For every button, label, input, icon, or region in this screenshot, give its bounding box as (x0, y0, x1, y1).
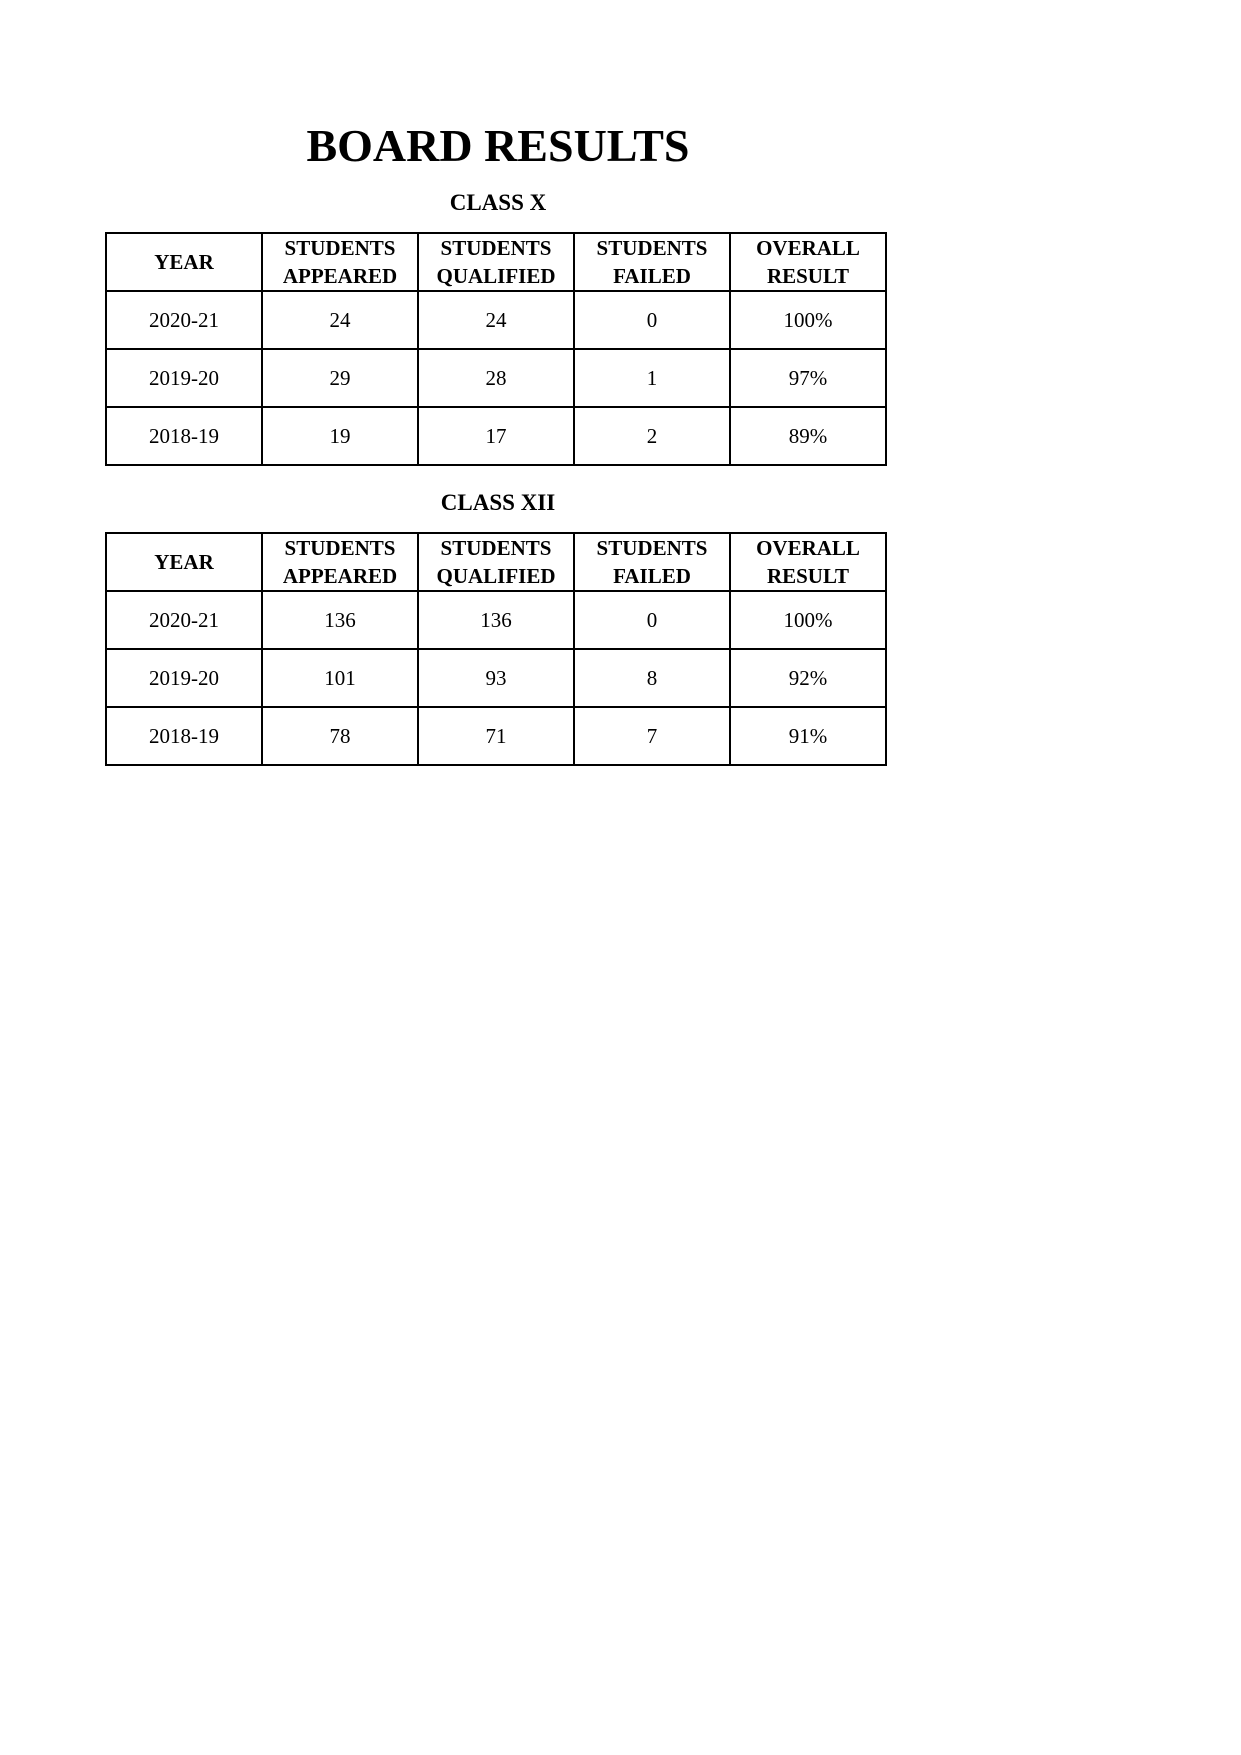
table-row (106, 407, 886, 465)
result-cell: 92% (730, 649, 886, 707)
failed-cell: 7 (574, 707, 730, 765)
qualified-cell: 17 (418, 407, 574, 465)
failed-cell: 2 (574, 407, 730, 465)
header-students-failed (574, 233, 730, 291)
result-cell: 100% (730, 591, 886, 649)
header-text: STUDENTS (440, 536, 552, 560)
header-text: OVERALL (756, 536, 860, 560)
qualified-cell: 28 (418, 349, 574, 407)
result-cell: 91% (730, 707, 886, 765)
failed-cell: 0 (574, 591, 730, 649)
class-xii-title: CLASS XII (440, 490, 556, 515)
header-students-appeared (262, 533, 418, 591)
class-x-title: CLASS X (449, 190, 547, 215)
header-text: FAILED (613, 564, 691, 588)
qualified-cell: 136 (418, 591, 574, 649)
appeared-cell: 29 (262, 349, 418, 407)
header-text: FAILED (613, 264, 691, 288)
header-text: OVERALL (756, 236, 860, 260)
header-students-failed (574, 533, 730, 591)
table-row (106, 591, 886, 649)
year-cell: 2019-20 (106, 649, 262, 707)
table-header-row (106, 533, 886, 591)
class-xii-table (105, 532, 887, 766)
appeared-cell: 24 (262, 291, 418, 349)
table-header-row (106, 233, 886, 291)
header-year: YEAR (106, 533, 262, 591)
header-students-appeared (262, 233, 418, 291)
failed-cell: 1 (574, 349, 730, 407)
result-cell: 97% (730, 349, 886, 407)
table-row (106, 349, 886, 407)
header-text: STUDENTS (284, 236, 396, 260)
header-students-qualified (418, 233, 574, 291)
failed-cell: 8 (574, 649, 730, 707)
page-title: BOARD RESULTS (306, 120, 690, 171)
header-overall-result (730, 533, 886, 591)
header-text: APPEARED (282, 264, 398, 288)
table-row (106, 707, 886, 765)
appeared-cell: 136 (262, 591, 418, 649)
year-cell: 2020-21 (106, 291, 262, 349)
header-year: YEAR (106, 233, 262, 291)
year-cell: 2018-19 (106, 407, 262, 465)
year-cell: 2019-20 (106, 349, 262, 407)
header-text: STUDENTS (284, 536, 396, 560)
header-text: STUDENTS (596, 536, 708, 560)
header-text: RESULT (766, 264, 850, 288)
qualified-cell: 24 (418, 291, 574, 349)
header-text: STUDENTS (440, 236, 552, 260)
year-cell: 2018-19 (106, 707, 262, 765)
header-text: APPEARED (282, 564, 398, 588)
failed-cell: 0 (574, 291, 730, 349)
appeared-cell: 19 (262, 407, 418, 465)
header-text: QUALIFIED (436, 264, 556, 288)
class-x-table (105, 232, 887, 466)
header-text: RESULT (766, 564, 850, 588)
header-text: QUALIFIED (436, 564, 556, 588)
header-students-qualified (418, 533, 574, 591)
table-row (106, 291, 886, 349)
appeared-cell: 78 (262, 707, 418, 765)
qualified-cell: 93 (418, 649, 574, 707)
header-overall-result (730, 233, 886, 291)
result-cell: 89% (730, 407, 886, 465)
year-cell: 2020-21 (106, 591, 262, 649)
appeared-cell: 101 (262, 649, 418, 707)
result-cell: 100% (730, 291, 886, 349)
table-row (106, 649, 886, 707)
header-text: STUDENTS (596, 236, 708, 260)
qualified-cell: 71 (418, 707, 574, 765)
